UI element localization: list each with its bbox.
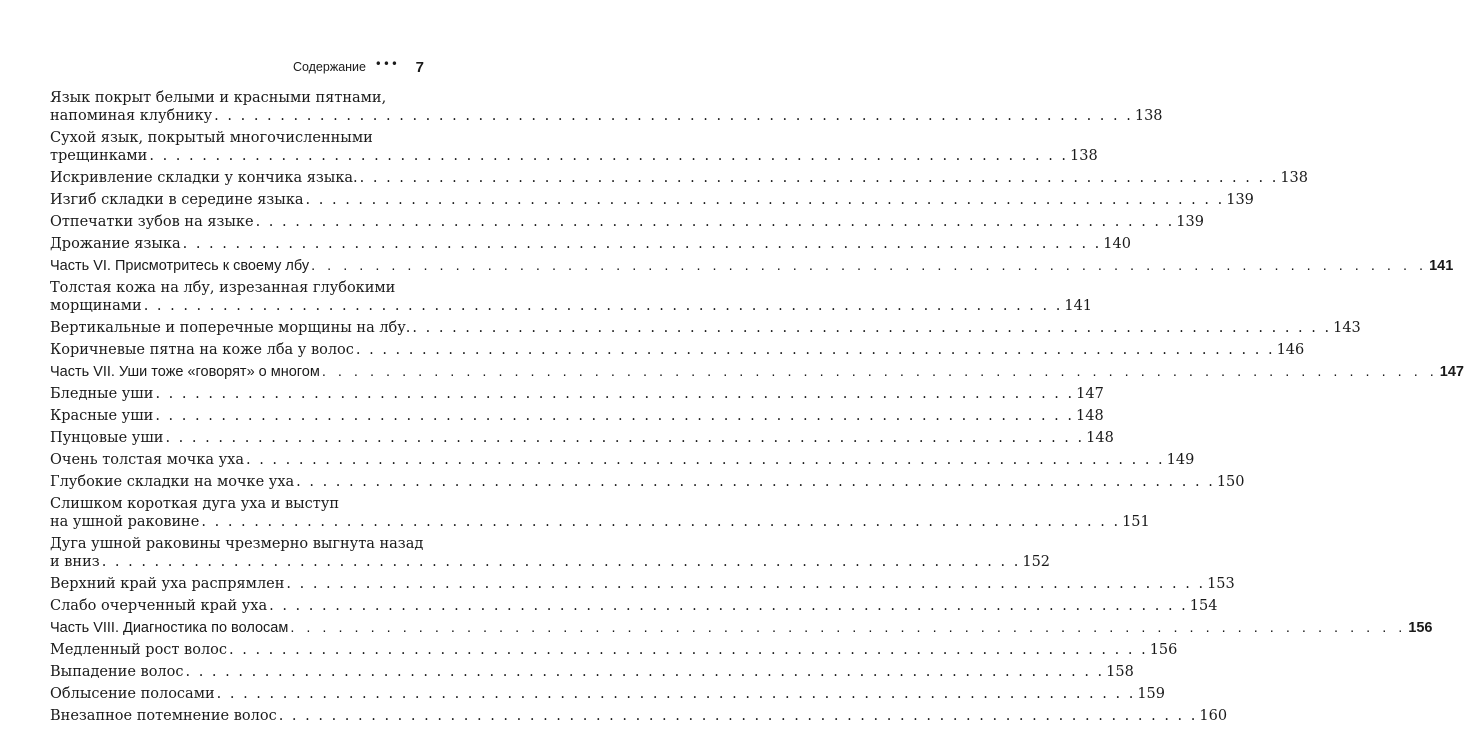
dot-leader <box>284 575 1207 593</box>
toc-entry-text: Бледные уши <box>50 386 154 402</box>
toc-entry-text: Толстая кожа на лбу, изрезанная глубокими <box>50 280 396 296</box>
toc-entry <box>50 407 1104 425</box>
toc-page-number: 156 <box>1408 620 1433 636</box>
dot-leader <box>227 641 1150 659</box>
toc-page-number: 148 <box>1086 430 1114 446</box>
dot-leader <box>147 147 1070 165</box>
toc-entry-text: Вертикальные и поперечные морщины на лбу. <box>50 320 411 336</box>
toc-page-number: 146 <box>1276 342 1305 358</box>
toc-page-number: 147 <box>1439 364 1464 380</box>
toc-entry-line-last <box>50 385 1104 403</box>
toc-entry <box>50 663 1134 681</box>
toc-page-number: 153 <box>1207 576 1235 592</box>
toc-entry-text: Медленный рост волос <box>50 642 228 658</box>
toc-entry-text: Пунцовые уши <box>50 430 164 446</box>
toc-entry-line <box>50 129 416 147</box>
toc-entry <box>50 707 1228 725</box>
toc-entry <box>50 575 1235 593</box>
toc-entry-line-last <box>50 575 1235 593</box>
toc-entry-text: на ушной раковине <box>50 514 200 530</box>
dot-leader <box>309 257 1429 275</box>
dot-leader <box>184 663 1107 681</box>
toc-entry <box>50 495 1150 531</box>
toc-page-number: 143 <box>1333 320 1361 336</box>
dot-leader <box>142 297 1065 315</box>
toc-entry-line-last <box>50 341 1305 359</box>
dot-leader <box>199 513 1122 531</box>
toc-entry-line-last <box>50 407 1104 425</box>
toc-page-number: 156 <box>1149 642 1178 658</box>
toc-entry-text: Сухой язык, покрытый многочисленными <box>50 130 373 146</box>
toc-entry-line-last <box>50 235 1131 253</box>
toc-entry-text: Красные уши <box>50 408 154 424</box>
toc-entry-line-last <box>50 297 1093 315</box>
toc-page-number: 138 <box>1134 108 1163 124</box>
toc-entry <box>50 473 1245 491</box>
toc-entry-text: и вниз <box>50 554 100 570</box>
toc-entry <box>50 685 1165 703</box>
toc-entry-text: Слабо очерченный край уха <box>50 598 268 614</box>
toc-entry-text: Выпадение волос <box>50 664 184 680</box>
toc-entry <box>50 169 1308 187</box>
toc-entry-text: Отпечатки зубов на языке <box>50 214 254 230</box>
toc-entry-line-last <box>50 663 1134 681</box>
dot-leader <box>320 363 1440 381</box>
toc-entry <box>50 235 1131 253</box>
table-of-contents <box>50 89 1464 725</box>
toc-entry-text: Искривление складки у кончика языка. <box>50 170 358 186</box>
toc-entry <box>50 385 1104 403</box>
dot-leader <box>304 191 1227 209</box>
toc-entry-line-last <box>50 213 1204 231</box>
toc-page-number: 141 <box>1429 258 1454 274</box>
toc-entry <box>50 597 1218 615</box>
dot-leader <box>358 169 1281 187</box>
dot-leader <box>215 685 1138 703</box>
dot-leader <box>153 407 1076 425</box>
toc-entry <box>50 429 1114 447</box>
toc-part-heading <box>50 619 1433 637</box>
toc-entry-text: Глубокие складки на мочке уха <box>50 474 295 490</box>
dot-leader <box>244 451 1167 469</box>
toc-entry-line <box>50 535 424 553</box>
dot-leader <box>288 619 1408 637</box>
toc-page-number: 141 <box>1064 298 1093 314</box>
toc-entry-line-last <box>50 597 1218 615</box>
toc-entry-text: Внезапное потемнение волос <box>50 708 277 724</box>
toc-entry-line-last <box>50 429 1114 447</box>
dot-leader <box>354 341 1277 359</box>
toc-page-number: 149 <box>1166 452 1195 468</box>
toc-entry-text: Язык покрыт белыми и красными пятнами, <box>50 90 387 106</box>
toc-entry-text: Дуга ушной раковины чрезмерно выгнута назад <box>50 536 424 552</box>
dot-leader <box>163 429 1086 447</box>
toc-part-heading <box>50 363 1464 381</box>
toc-entry-text: Коричневые пятна на коже лба у волос <box>50 342 354 358</box>
toc-entry-text: Верхний край уха распрямлен <box>50 576 285 592</box>
toc-entry-text: Часть VI. Присмотритесь к своему лбу <box>50 258 310 274</box>
toc-entry-text: Дрожание языка <box>50 236 181 252</box>
toc-entry-line-last <box>50 707 1228 725</box>
header-title: Содержание <box>292 60 366 74</box>
toc-page-number: 147 <box>1076 386 1104 402</box>
toc-entry-line-last <box>50 363 1464 381</box>
toc-entry-text: трещинками <box>50 148 148 164</box>
toc-entry-text: Слишком короткая дуга уха и выступ <box>50 496 340 512</box>
toc-entry <box>50 213 1204 231</box>
toc-page-number: 139 <box>1176 214 1204 230</box>
toc-entry <box>50 341 1305 359</box>
toc-page-number: 159 <box>1137 686 1165 702</box>
toc-page-number: 140 <box>1103 236 1131 252</box>
toc-entry-line-last <box>50 169 1308 187</box>
toc-entry <box>50 641 1178 659</box>
toc-page-number: 150 <box>1216 474 1245 490</box>
toc-entry-line <box>50 279 416 297</box>
toc-entry-text: Изгиб складки в середине языка <box>50 192 304 208</box>
toc-entry <box>50 191 1254 209</box>
dot-leader <box>212 107 1135 125</box>
toc-entry-line-last <box>50 619 1433 637</box>
toc-entry <box>50 129 1098 165</box>
toc-entry-line-last <box>50 191 1254 209</box>
toc-entry <box>50 279 1093 315</box>
dot-leader <box>267 597 1190 615</box>
toc-page-number: 151 <box>1122 514 1150 530</box>
toc-entry-line-last <box>50 513 1150 531</box>
toc-entry-line-last <box>50 451 1195 469</box>
toc-page-number: 138 <box>1280 170 1308 186</box>
dot-leader <box>181 235 1104 253</box>
toc-entry-line-last <box>50 319 1361 337</box>
dot-leader <box>254 213 1177 231</box>
page-number: 7 <box>415 59 424 76</box>
toc-entry-text: напоминая клубнику <box>50 108 213 124</box>
dot-leader <box>294 473 1217 491</box>
toc-entry-line-last <box>50 641 1178 659</box>
toc-entry <box>50 89 1163 125</box>
toc-page-number: 138 <box>1070 148 1098 164</box>
toc-entry <box>50 319 1361 337</box>
toc-page-number: 139 <box>1226 192 1254 208</box>
toc-entry-line-last <box>50 553 1051 571</box>
toc-page-number: 158 <box>1106 664 1134 680</box>
toc-entry-text: Часть VII. Уши тоже «говорят» о многом <box>50 364 320 380</box>
dot-leader <box>277 707 1200 725</box>
toc-entry-line <box>50 495 416 513</box>
toc-entry <box>50 451 1195 469</box>
header-ornament: ••• <box>374 57 399 71</box>
dot-leader <box>100 553 1023 571</box>
toc-entry <box>50 535 1051 571</box>
toc-page-number: 148 <box>1076 408 1104 424</box>
dot-leader <box>410 319 1333 337</box>
dot-leader <box>153 385 1076 403</box>
toc-entry-text: Часть VIII. Диагностика по волосам <box>50 620 289 636</box>
toc-entry-line-last <box>50 147 1098 165</box>
toc-entry-line-last <box>50 107 1163 125</box>
toc-part-heading <box>50 257 1454 275</box>
toc-entry-line-last <box>50 473 1245 491</box>
toc-entry-text: Облысение полосами <box>50 686 215 702</box>
toc-entry-line <box>50 89 416 107</box>
toc-entry-text: морщинами <box>50 298 142 314</box>
toc-entry-line-last <box>50 257 1454 275</box>
toc-entry-line-last <box>50 685 1165 703</box>
toc-page-number: 154 <box>1189 598 1218 614</box>
toc-page-number: 160 <box>1199 708 1228 724</box>
toc-entry-text: Очень толстая мочка уха <box>50 452 244 468</box>
running-header <box>0 57 474 80</box>
toc-page-number: 152 <box>1022 554 1051 570</box>
